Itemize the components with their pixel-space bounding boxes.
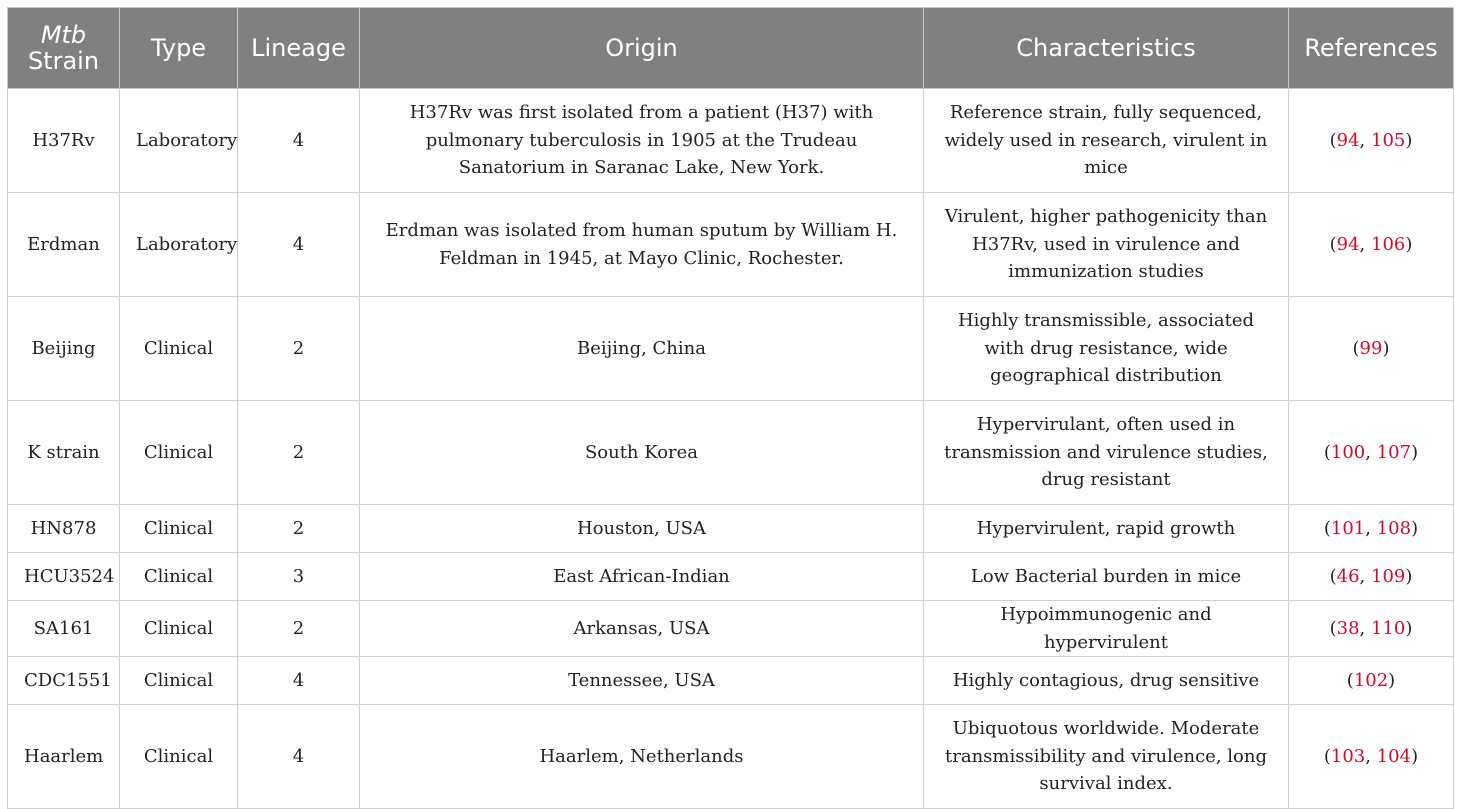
- reference-link[interactable]: 108: [1376, 517, 1412, 539]
- reference-link[interactable]: 104: [1376, 745, 1412, 767]
- ref-paren-close: ): [1405, 617, 1413, 639]
- reference-link[interactable]: 106: [1371, 233, 1406, 255]
- cell-strain: HN878: [8, 505, 120, 553]
- cell-strain: Erdman: [8, 193, 120, 297]
- cell-lineage: 4: [238, 657, 360, 705]
- cell-lineage: 3: [238, 553, 360, 601]
- ref-paren-close: ): [1382, 337, 1390, 359]
- ref-paren-close: ): [1388, 669, 1396, 691]
- cell-strain: SA161: [8, 601, 120, 657]
- ref-paren-open: (: [1323, 441, 1331, 463]
- cell-type: Clinical: [120, 657, 238, 705]
- ref-separator: ,: [1359, 617, 1371, 639]
- table-row: [8, 553, 1454, 601]
- reference-link[interactable]: 94: [1336, 129, 1360, 151]
- table-row: [8, 705, 1454, 809]
- ref-paren-open: (: [1329, 129, 1337, 151]
- cell-lineage: 4: [238, 193, 360, 297]
- cell-type: Laboratory: [120, 89, 238, 193]
- ref-separator: ,: [1365, 745, 1377, 767]
- cell-strain: Haarlem: [8, 705, 120, 809]
- ref-paren-close: ): [1411, 745, 1419, 767]
- ref-separator: ,: [1365, 441, 1377, 463]
- cell-strain: HCU3524: [8, 553, 120, 601]
- reference-link[interactable]: 110: [1371, 617, 1406, 639]
- ref-separator: ,: [1359, 233, 1371, 255]
- header-origin: Origin: [360, 8, 924, 89]
- table-row: [8, 297, 1454, 401]
- cell-characteristics: Ubiquotous worldwide. Moderate transmissibility and virulence, long survival index.: [924, 705, 1289, 809]
- ref-paren-open: (: [1329, 233, 1337, 255]
- table-row: [8, 193, 1454, 297]
- cell-references: [1289, 505, 1454, 553]
- cell-origin: Houston, USA: [360, 505, 924, 553]
- reference-link[interactable]: 103: [1330, 745, 1366, 767]
- ref-separator: ,: [1365, 517, 1377, 539]
- cell-characteristics: Hypervirulant, often used in transmission and virulence studies, drug resistant: [924, 401, 1289, 505]
- ref-paren-open: (: [1346, 669, 1354, 691]
- cell-characteristics: Hypoimmunogenic and hypervirulent: [924, 601, 1289, 657]
- ref-paren-close: ): [1405, 233, 1413, 255]
- cell-origin: Tennessee, USA: [360, 657, 924, 705]
- header-lineage: Lineage: [238, 8, 360, 89]
- cell-references: [1289, 553, 1454, 601]
- cell-origin: Erdman was isolated from human sputum by William H. Feldman in 1945, at Mayo Clinic, Rochester.: [360, 193, 924, 297]
- reference-link[interactable]: 107: [1376, 441, 1412, 463]
- cell-origin: Haarlem, Netherlands: [360, 705, 924, 809]
- cell-strain: K strain: [8, 401, 120, 505]
- header-strain-label: Strain: [27, 47, 100, 75]
- ref-paren-open: (: [1329, 565, 1337, 587]
- reference-link[interactable]: 102: [1353, 669, 1389, 691]
- ref-paren-open: (: [1323, 745, 1331, 767]
- cell-lineage: 2: [238, 401, 360, 505]
- cell-references: [1289, 193, 1454, 297]
- cell-origin: Beijing, China: [360, 297, 924, 401]
- table-row: [8, 401, 1454, 505]
- cell-references: [1289, 297, 1454, 401]
- ref-paren-open: (: [1352, 337, 1360, 359]
- header-strain-mtb: Mtb: [40, 20, 87, 49]
- table-row: [8, 601, 1454, 657]
- cell-type: Clinical: [120, 297, 238, 401]
- cell-references: [1289, 601, 1454, 657]
- cell-origin: Arkansas, USA: [360, 601, 924, 657]
- table-header: [8, 8, 1454, 89]
- cell-strain: CDC1551: [8, 657, 120, 705]
- table-body: [8, 89, 1454, 809]
- cell-type: Clinical: [120, 553, 238, 601]
- reference-link[interactable]: 109: [1371, 565, 1406, 587]
- cell-type: Laboratory: [120, 193, 238, 297]
- cell-characteristics: Hypervirulent, rapid growth: [924, 505, 1289, 553]
- header-references: References: [1289, 8, 1454, 89]
- cell-lineage: 2: [238, 505, 360, 553]
- cell-characteristics: Low Bacterial burden in mice: [924, 553, 1289, 601]
- reference-link[interactable]: 100: [1330, 441, 1366, 463]
- reference-link[interactable]: 38: [1336, 617, 1360, 639]
- cell-references: [1289, 89, 1454, 193]
- cell-strain: Beijing: [8, 297, 120, 401]
- ref-paren-close: ): [1405, 565, 1413, 587]
- cell-references: [1289, 401, 1454, 505]
- ref-paren-open: (: [1329, 617, 1337, 639]
- cell-type: Clinical: [120, 401, 238, 505]
- ref-paren-close: ): [1411, 441, 1419, 463]
- header-type: Type: [120, 8, 238, 89]
- table-row: [8, 657, 1454, 705]
- cell-type: Clinical: [120, 505, 238, 553]
- ref-separator: ,: [1359, 129, 1371, 151]
- cell-lineage: 4: [238, 89, 360, 193]
- reference-link[interactable]: 101: [1330, 517, 1366, 539]
- reference-link[interactable]: 94: [1336, 233, 1360, 255]
- cell-characteristics: Highly contagious, drug sensitive: [924, 657, 1289, 705]
- cell-lineage: 2: [238, 601, 360, 657]
- cell-characteristics: Highly transmissible, associated with drug resistance, wide geographical distribution: [924, 297, 1289, 401]
- cell-lineage: 2: [238, 297, 360, 401]
- cell-characteristics: Virulent, higher pathogenicity than H37Rv, used in virulence and immunization studies: [924, 193, 1289, 297]
- ref-paren-close: ): [1411, 517, 1419, 539]
- ref-separator: ,: [1359, 565, 1371, 587]
- cell-lineage: 4: [238, 705, 360, 809]
- ref-paren-close: ): [1405, 129, 1413, 151]
- cell-type: Clinical: [120, 601, 238, 657]
- strain-table: [7, 7, 1454, 809]
- reference-link[interactable]: 105: [1371, 129, 1406, 151]
- header-strain: [8, 8, 120, 89]
- ref-paren-open: (: [1323, 517, 1331, 539]
- reference-link[interactable]: 99: [1359, 337, 1383, 359]
- cell-origin: South Korea: [360, 401, 924, 505]
- cell-references: [1289, 705, 1454, 809]
- cell-origin: H37Rv was first isolated from a patient (H37) with pulmonary tuberculosis in 1905 at the Trudeau Sanatorium in Saranac Lake, New York.: [360, 89, 924, 193]
- cell-strain: H37Rv: [8, 89, 120, 193]
- table-row: [8, 505, 1454, 553]
- reference-link[interactable]: 46: [1336, 565, 1360, 587]
- table-row: [8, 89, 1454, 193]
- cell-type: Clinical: [120, 705, 238, 809]
- cell-references: [1289, 657, 1454, 705]
- header-row: [8, 8, 1454, 89]
- header-characteristics: Characteristics: [924, 8, 1289, 89]
- cell-characteristics: Reference strain, fully sequenced, widely used in research, virulent in mice: [924, 89, 1289, 193]
- cell-origin: East African-Indian: [360, 553, 924, 601]
